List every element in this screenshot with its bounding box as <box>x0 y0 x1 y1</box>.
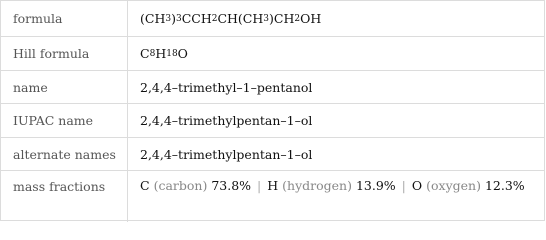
mass-item-oxygen: O (oxygen) 12.3% <box>411 178 525 193</box>
row-label: IUPAC name <box>1 104 128 137</box>
hill-formula-row <box>1 37 544 71</box>
formula-value: (CH 3 ) 3 CCH 2 CH(CH 3 )CH 2 OH <box>140 11 322 26</box>
formula-row <box>1 1 544 37</box>
separator: | <box>257 178 262 193</box>
alternate-names-row <box>1 138 544 171</box>
separator: | <box>401 178 406 193</box>
row-label: Hill formula <box>1 37 128 70</box>
mass-item-carbon: C (carbon) 73.8% <box>140 178 252 193</box>
iupac-name-row <box>1 104 544 138</box>
name-row <box>1 71 544 104</box>
alternate-names-value: 2,4,4–trimethylpentan–1–ol <box>140 146 313 162</box>
hill-formula-value: C 8 H 18 O <box>140 46 188 61</box>
row-label: mass fractions <box>1 171 128 222</box>
row-label: alternate names <box>1 138 128 170</box>
row-label: formula <box>1 1 128 36</box>
mass-fractions-row <box>1 171 544 222</box>
mass-item-hydrogen: H (hydrogen) 13.9% <box>267 178 396 193</box>
mass-fractions-value <box>129 171 544 222</box>
iupac-name-value: 2,4,4–trimethylpentan–1–ol <box>140 113 313 128</box>
row-label: name <box>1 71 128 103</box>
name-value: 2,4,4–trimethyl–1–pentanol <box>140 79 313 95</box>
